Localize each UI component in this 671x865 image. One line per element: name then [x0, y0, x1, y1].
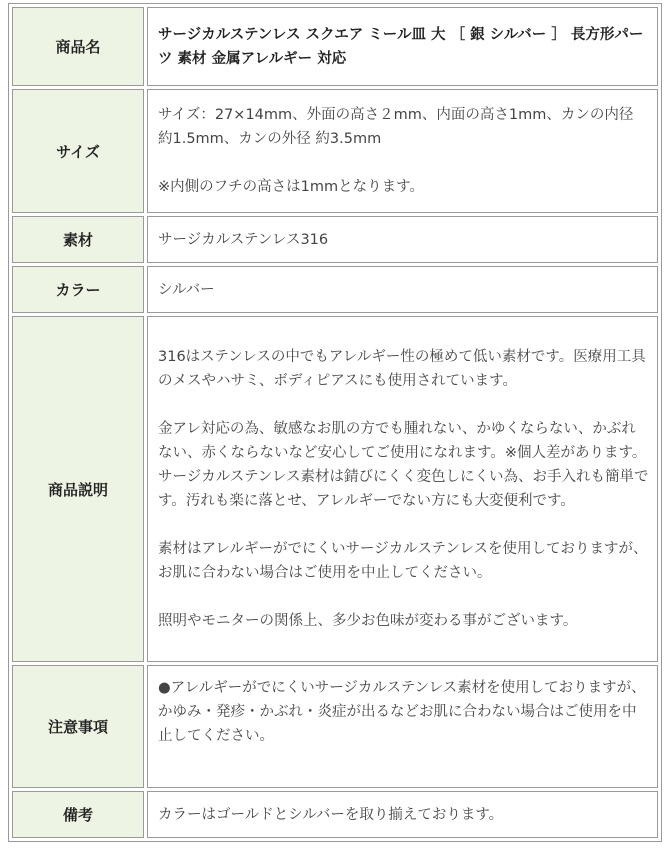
value-paragraph: ※内側のフチの高さは1mmとなります。	[158, 179, 424, 195]
value-paragraph: シルバー	[158, 281, 215, 298]
value-paragraph: 316はステンレスの中でもアレルギー性の極めて低い素材です。医療用工具のメスやハサミ、ボディピアスにも使用されています。	[158, 349, 646, 389]
row-value	[147, 316, 658, 662]
row-value	[147, 89, 658, 213]
row-value	[147, 7, 658, 86]
value-paragraph: 素材はアレルギーがでにくいサージカルステンレスを使用しておりますが、お肌に合わない場合はご使用を中止してください。	[158, 541, 648, 581]
spec-row-notes	[12, 791, 658, 838]
row-label: 備考	[12, 791, 144, 838]
value-paragraph: サージカルステンレス316	[158, 231, 329, 248]
spec-row-color	[12, 266, 658, 313]
spec-row-product-name	[12, 7, 658, 86]
row-value	[147, 266, 658, 313]
spec-row-precautions	[12, 665, 658, 788]
product-spec-table	[8, 3, 662, 842]
row-value	[147, 216, 658, 263]
value-paragraph: ●アレルギーがでにくいサージカルステンレス素材を使用しておりますが、かゆみ・発疹・かぶれ・炎症が出るなどお肌に合わない場合はご使用を中止してください。	[158, 680, 646, 744]
row-label: 商品説明	[12, 316, 144, 662]
value-paragraph: 照明やモニターの関係上、多少お色味が変わる事がございます。	[158, 613, 578, 629]
row-label: 注意事項	[12, 665, 144, 788]
value-paragraph: サージカルステンレス スクエア ミール皿 大 ［ 銀 シルバー ］ 長方形パーツ 素材 金属アレルギー 対応	[158, 26, 644, 67]
value-paragraph: カラーはゴールドとシルバーを取り揃えております。	[158, 806, 504, 823]
row-label: 素材	[12, 216, 144, 263]
value-paragraph: サイズ：27×14mm、外面の高さ２mm、内面の高さ1mm、カンの内径 約1.5mm、カンの外径 約3.5mm	[158, 107, 634, 147]
row-label: サイズ	[12, 89, 144, 213]
spec-row-material	[12, 216, 658, 263]
spec-row-size	[12, 89, 658, 213]
row-label: 商品名	[12, 7, 144, 86]
row-value	[147, 665, 658, 788]
value-paragraph: 金アレ対応の為、敏感なお肌の方でも腫れない、かゆくならない、かぶれない、赤くならないなど安心してご使用になれます。※個人差があります。 サージカルステンレス素材は錆びにくく変色しにくい為、お手入れも簡単です。汚れも楽に落とせ、アレルギーでない方にも大変便利です。	[158, 421, 649, 509]
spec-row-description	[12, 316, 658, 662]
row-value	[147, 791, 658, 838]
row-label: カラー	[12, 266, 144, 313]
